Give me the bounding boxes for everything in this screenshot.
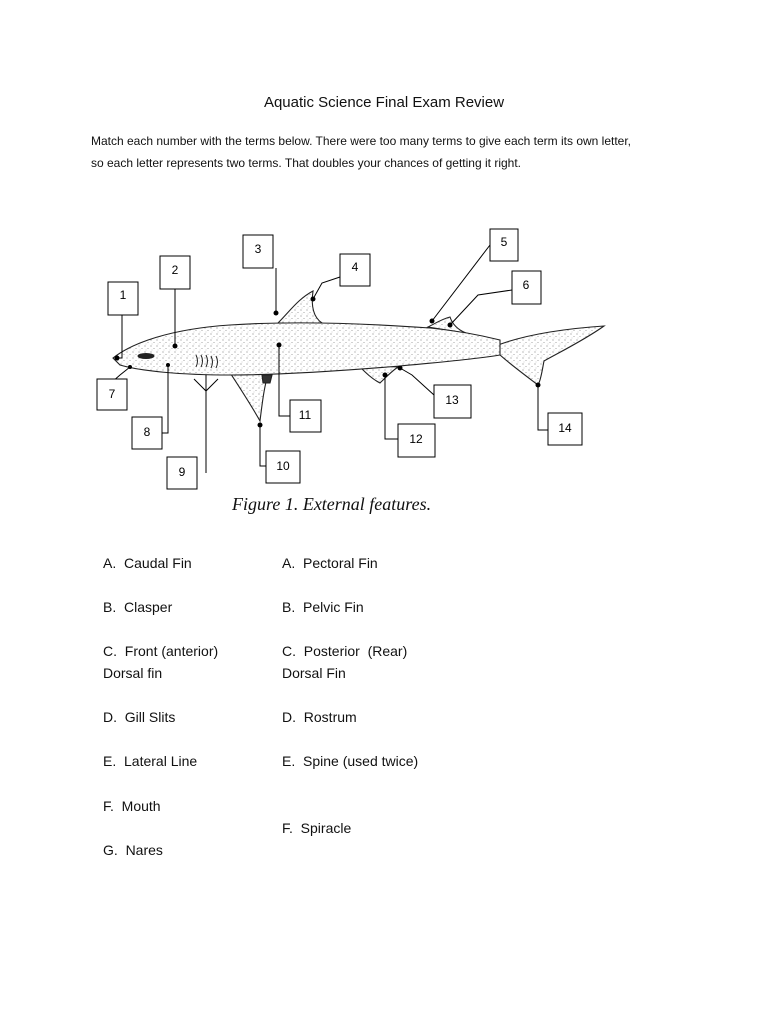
term-letter: F. [282, 820, 293, 836]
callout-8 [132, 417, 162, 449]
term-item [103, 640, 218, 684]
term-text: Posterior (Rear) [303, 643, 408, 659]
callout-2 [160, 256, 190, 289]
callout-label: 2 [171, 263, 179, 277]
callout-10 [266, 451, 300, 483]
instructions-line-1: Match each number with the terms below. There were too many terms to give each term its own letter, [91, 134, 632, 148]
term-text: Front (anterior) [124, 643, 219, 659]
term-letter: G. [103, 842, 118, 858]
page-title: Aquatic Science Final Exam Review [263, 94, 505, 111]
term-text: Rostrum [303, 709, 357, 725]
term-letter: C. [282, 643, 296, 659]
term-letter: E. [103, 753, 117, 769]
callout-label: 14 [558, 421, 572, 435]
callout-1 [108, 282, 138, 315]
shark-diagram [0, 225, 768, 500]
term-item [103, 795, 161, 817]
term-item [103, 706, 175, 728]
term-text: Spine (used twice) [303, 753, 419, 769]
figure-caption: Figure 1. External features. [232, 494, 432, 514]
term-item [103, 750, 197, 772]
callout-7 [97, 379, 127, 410]
callout-9 [167, 457, 197, 489]
term-item [282, 706, 357, 728]
term-text: Caudal Fin [124, 555, 192, 571]
term-item [282, 817, 351, 839]
instructions [91, 130, 691, 174]
callout-12 [398, 424, 435, 457]
term-letter: A. [282, 555, 296, 571]
term-letter: B. [103, 599, 117, 615]
term-text: Nares [125, 842, 163, 858]
term-text-continued: Dorsal Fin [282, 665, 346, 681]
callout-5 [490, 229, 518, 261]
term-text: Pelvic Fin [303, 599, 364, 615]
callout-label: 7 [108, 387, 116, 401]
shark-illustration [113, 291, 604, 421]
term-item [103, 552, 192, 574]
callout-label: 9 [178, 465, 186, 479]
callout-label: 13 [445, 393, 459, 407]
term-text: Spiracle [300, 820, 352, 836]
callout-14 [548, 413, 582, 445]
term-text: Pectoral Fin [303, 555, 378, 571]
callout-label: 1 [119, 288, 127, 302]
callout-label: 11 [298, 408, 312, 422]
callout-label: 6 [522, 278, 530, 292]
instructions-line-2: so each letter represents two terms. That doubles your chances of getting it right. [91, 156, 522, 170]
callout-13 [434, 385, 471, 418]
callout-label: 4 [351, 260, 359, 274]
term-letter: D. [103, 709, 117, 725]
term-text: Lateral Line [124, 753, 198, 769]
term-text-continued: Dorsal fin [103, 665, 163, 681]
callout-4 [340, 254, 370, 286]
callout-label: 5 [500, 235, 508, 249]
callout-3 [243, 235, 273, 268]
term-letter: C. [103, 643, 117, 659]
callout-6 [512, 271, 541, 304]
term-text: Clasper [124, 599, 173, 615]
term-text: Mouth [121, 798, 161, 814]
term-letter: E. [282, 753, 296, 769]
term-item [103, 839, 163, 861]
term-item [282, 552, 378, 574]
callout-label: 12 [409, 432, 423, 446]
term-item [282, 596, 364, 618]
term-letter: B. [282, 599, 296, 615]
callout-11 [290, 400, 321, 432]
term-item [282, 750, 418, 772]
callout-label: 3 [254, 242, 262, 256]
term-letter: A. [103, 555, 117, 571]
callout-label: 8 [143, 425, 151, 439]
term-item [103, 596, 172, 618]
term-letter: D. [282, 709, 296, 725]
term-item [282, 640, 407, 684]
callout-label: 10 [276, 459, 290, 473]
term-text: Gill Slits [124, 709, 176, 725]
term-letter: F. [103, 798, 114, 814]
